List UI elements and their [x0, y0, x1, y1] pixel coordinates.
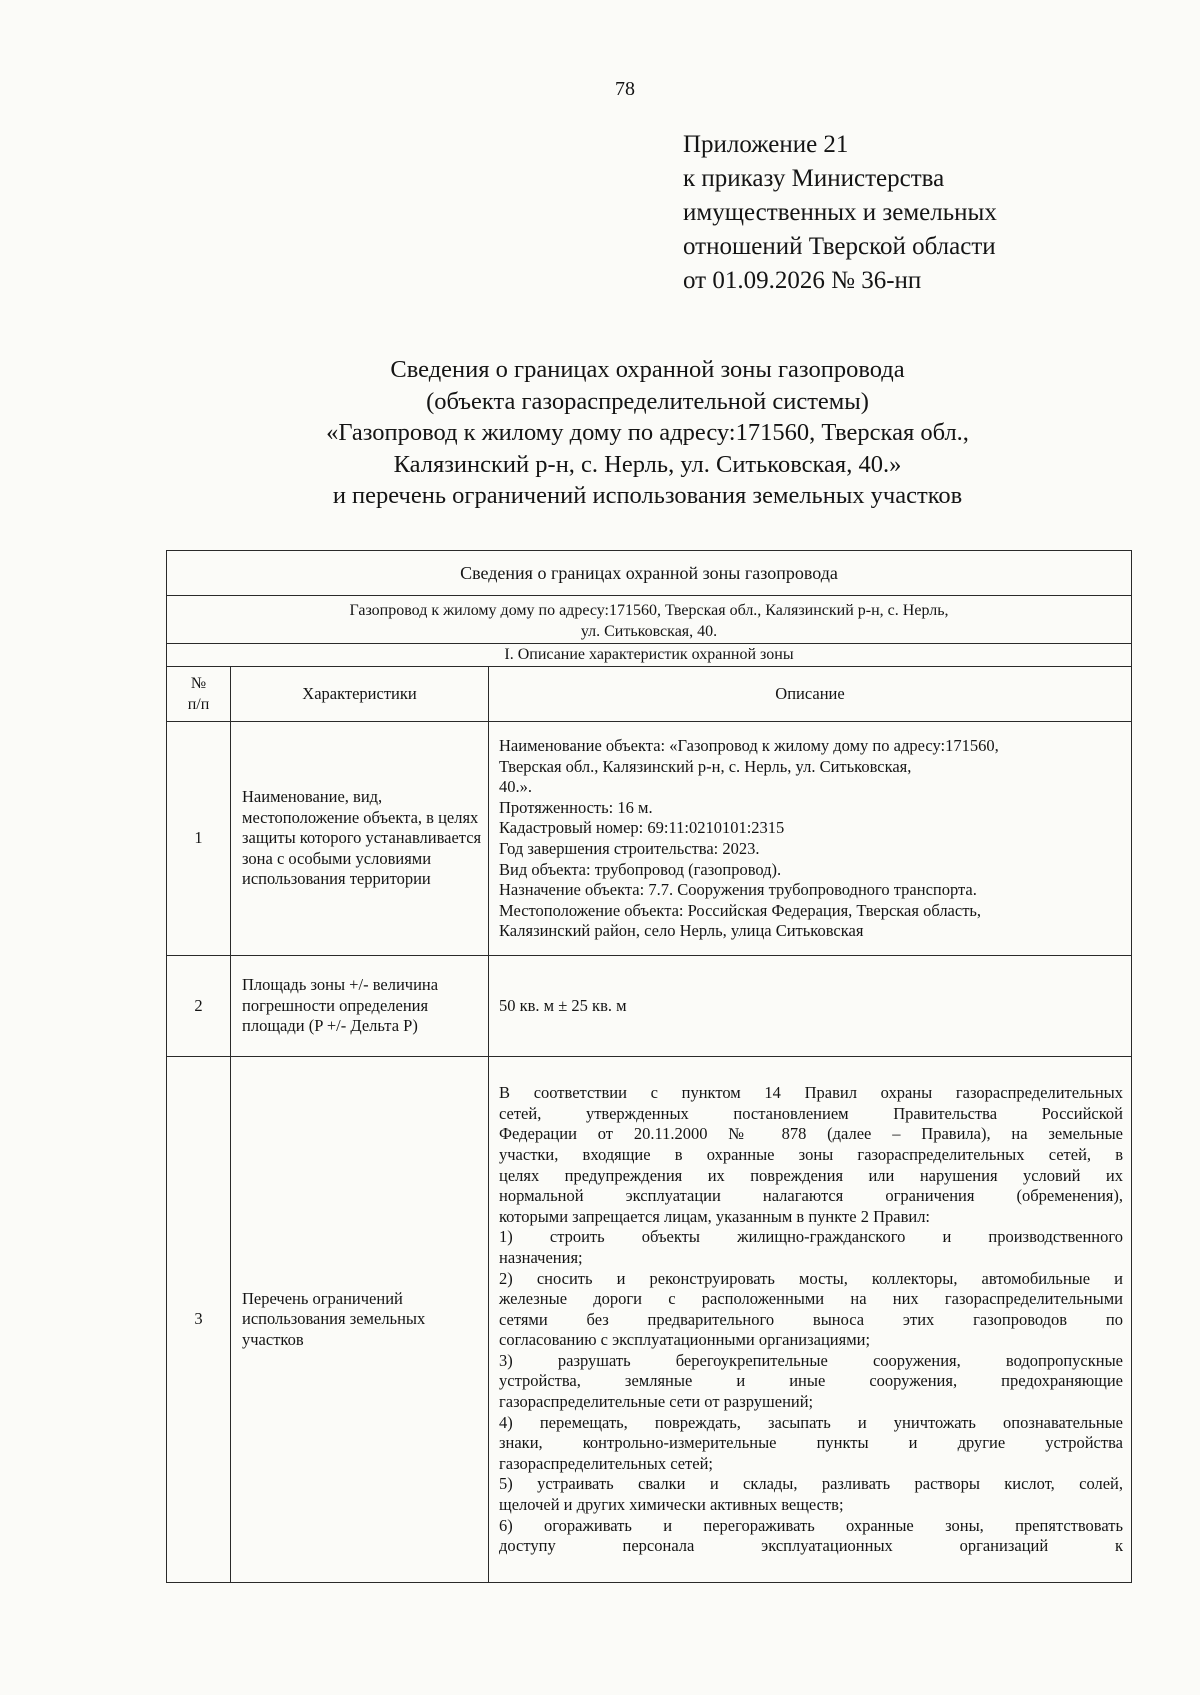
description-line: Федерации от 20.11.2000 № 878 (далее – Правила), на земельные	[499, 1124, 1123, 1144]
description-line: участки, входящие в охранные зоны газораспределительных сетей, в	[499, 1144, 1123, 1164]
appendix-line: Приложение 21	[683, 131, 849, 158]
appendix-line: имущественных и земельных	[683, 199, 997, 226]
page-number: 78	[615, 78, 635, 100]
description-line: Год завершения строительства: 2023.	[499, 839, 760, 858]
description-line: Местоположение объекта: Российская Федерация, Тверская область,	[499, 900, 982, 920]
description-line: Протяженность: 16 м.	[499, 797, 653, 817]
table-row	[167, 722, 1132, 956]
description-line: В соответствии с пунктом 14 Правил охраны газораспределительных	[499, 1083, 1123, 1103]
description-line: назначения;	[499, 1247, 583, 1267]
row-characteristic: Наименование, вид, местоположение объекта, в целях защиты которого устанавливается зона с особыми условиями использования территории	[231, 722, 489, 956]
table-row	[167, 1057, 1132, 1583]
description-line: сетями без предварительного выноса этих газопроводов по	[499, 1309, 1123, 1329]
row-description: 50 кв. м ± 25 кв. м	[489, 956, 1132, 1057]
table-row	[167, 956, 1132, 1057]
description-line: 3) разрушать берегоукрепительные сооружения, водопропускные	[499, 1350, 1123, 1370]
description-line: Назначение объекта: 7.7. Сооружения трубопроводного транспорта.	[499, 880, 977, 900]
title-line: Сведения о границах охранной зоны газопровода	[390, 356, 905, 383]
appendix-line: отношений Тверской области	[683, 233, 996, 260]
table-section-header: I. Описание характеристик охранной зоны	[167, 644, 1132, 667]
document-title	[165, 354, 1130, 512]
description-line: согласованию с эксплуатационными организациями;	[499, 1330, 871, 1350]
description-line: 1) строить объекты жилищно-гражданского и производственного	[499, 1227, 1123, 1247]
description-line: железные дороги с расположенными на них газораспределительными	[499, 1289, 1123, 1309]
row-characteristic: Площадь зоны +/- величина погрешности определения площади (P +/- Дельта P)	[231, 956, 489, 1057]
description-line: щелочей и других химически активных веществ;	[499, 1495, 844, 1515]
description-line: Вид объекта: трубопровод (газопровод).	[499, 859, 782, 879]
row-number: 3	[167, 1057, 231, 1583]
row-number: 1	[167, 722, 231, 956]
row-characteristic: Перечень ограничений использования земельных участков	[231, 1057, 489, 1583]
appendix-line: от 01.09.2026 № 36-нп	[683, 267, 922, 294]
description-line: целях предупреждения их повреждения или нарушения условий их	[499, 1165, 1123, 1185]
description-line: 4) перемещать, повреждать, засыпать и уничтожать опознавательные	[499, 1412, 1123, 1432]
row-description	[489, 722, 1132, 956]
column-header-description: Описание	[489, 667, 1132, 722]
description-line: сетей, утвержденных постановлением Правительства Российской	[499, 1103, 1123, 1123]
description-line: Кадастровый номер: 69:11:0210101:2315	[499, 818, 785, 838]
zone-table	[166, 550, 1132, 1583]
column-header-characteristics: Характеристики	[231, 667, 489, 722]
description-line: Наименование объекта: «Газопровод к жилому дому по адресу:171560,	[499, 736, 999, 756]
description-line: газораспределительные сети от разрушений;	[499, 1392, 814, 1412]
title-line: Калязинский р-н, с. Нерль, ул. Ситьковская, 40.»	[393, 450, 902, 478]
description-line: которыми запрещается лицам, указанным в пункте 2 Правил:	[499, 1206, 931, 1226]
description-line: устройства, земляные и иные сооружения, предохраняющие	[499, 1371, 1123, 1391]
subject-line: Газопровод к жилому дому по адресу:171560, Тверская обл., Калязинский р-н, с. Нерль,	[349, 602, 949, 619]
header-number-abbr: п/п	[187, 696, 210, 713]
title-line: «Газопровод к жилому дому по адресу:171560, Тверская обл.,	[326, 419, 969, 446]
description-line: 40.».	[499, 777, 532, 797]
column-header-number	[167, 667, 231, 722]
subject-line: ул. Ситьковская, 40.	[580, 623, 718, 640]
table-title: Сведения о границах охранной зоны газопровода	[167, 551, 1132, 596]
description-line: знаки, контрольно-измерительные пункты и другие устройства	[499, 1433, 1123, 1453]
description-line: Калязинский район, село Нерль, улица Ситьковская	[499, 921, 864, 941]
description-line: Тверская обл., Калязинский р-н, с. Нерль, ул. Ситьковская,	[499, 756, 912, 776]
header-number-sign: №	[190, 675, 207, 692]
title-line: и перечень ограничений использования земельных участков	[332, 482, 963, 509]
description-line: 2) сносить и реконструировать мосты, коллекторы, автомобильные и	[499, 1268, 1123, 1288]
appendix-block	[683, 128, 997, 298]
description-line: доступу персонала эксплуатационных организаций к	[499, 1536, 1123, 1556]
description-line: газораспределительных сетей;	[499, 1453, 714, 1473]
row-number: 2	[167, 956, 231, 1057]
description-line: 5) устраивать свалки и склады, разливать растворы кислот, солей,	[499, 1474, 1123, 1494]
row-description	[489, 1057, 1132, 1583]
title-line: (объекта газораспределительной системы)	[426, 387, 869, 415]
appendix-line: к приказу Министерства	[683, 165, 945, 192]
description-line: нормальной эксплуатации налагаются ограничения (обременения),	[499, 1186, 1123, 1206]
description-line: 6) огораживать и перегораживать охранные зоны, препятствовать	[499, 1515, 1123, 1535]
table-subject	[167, 596, 1132, 644]
